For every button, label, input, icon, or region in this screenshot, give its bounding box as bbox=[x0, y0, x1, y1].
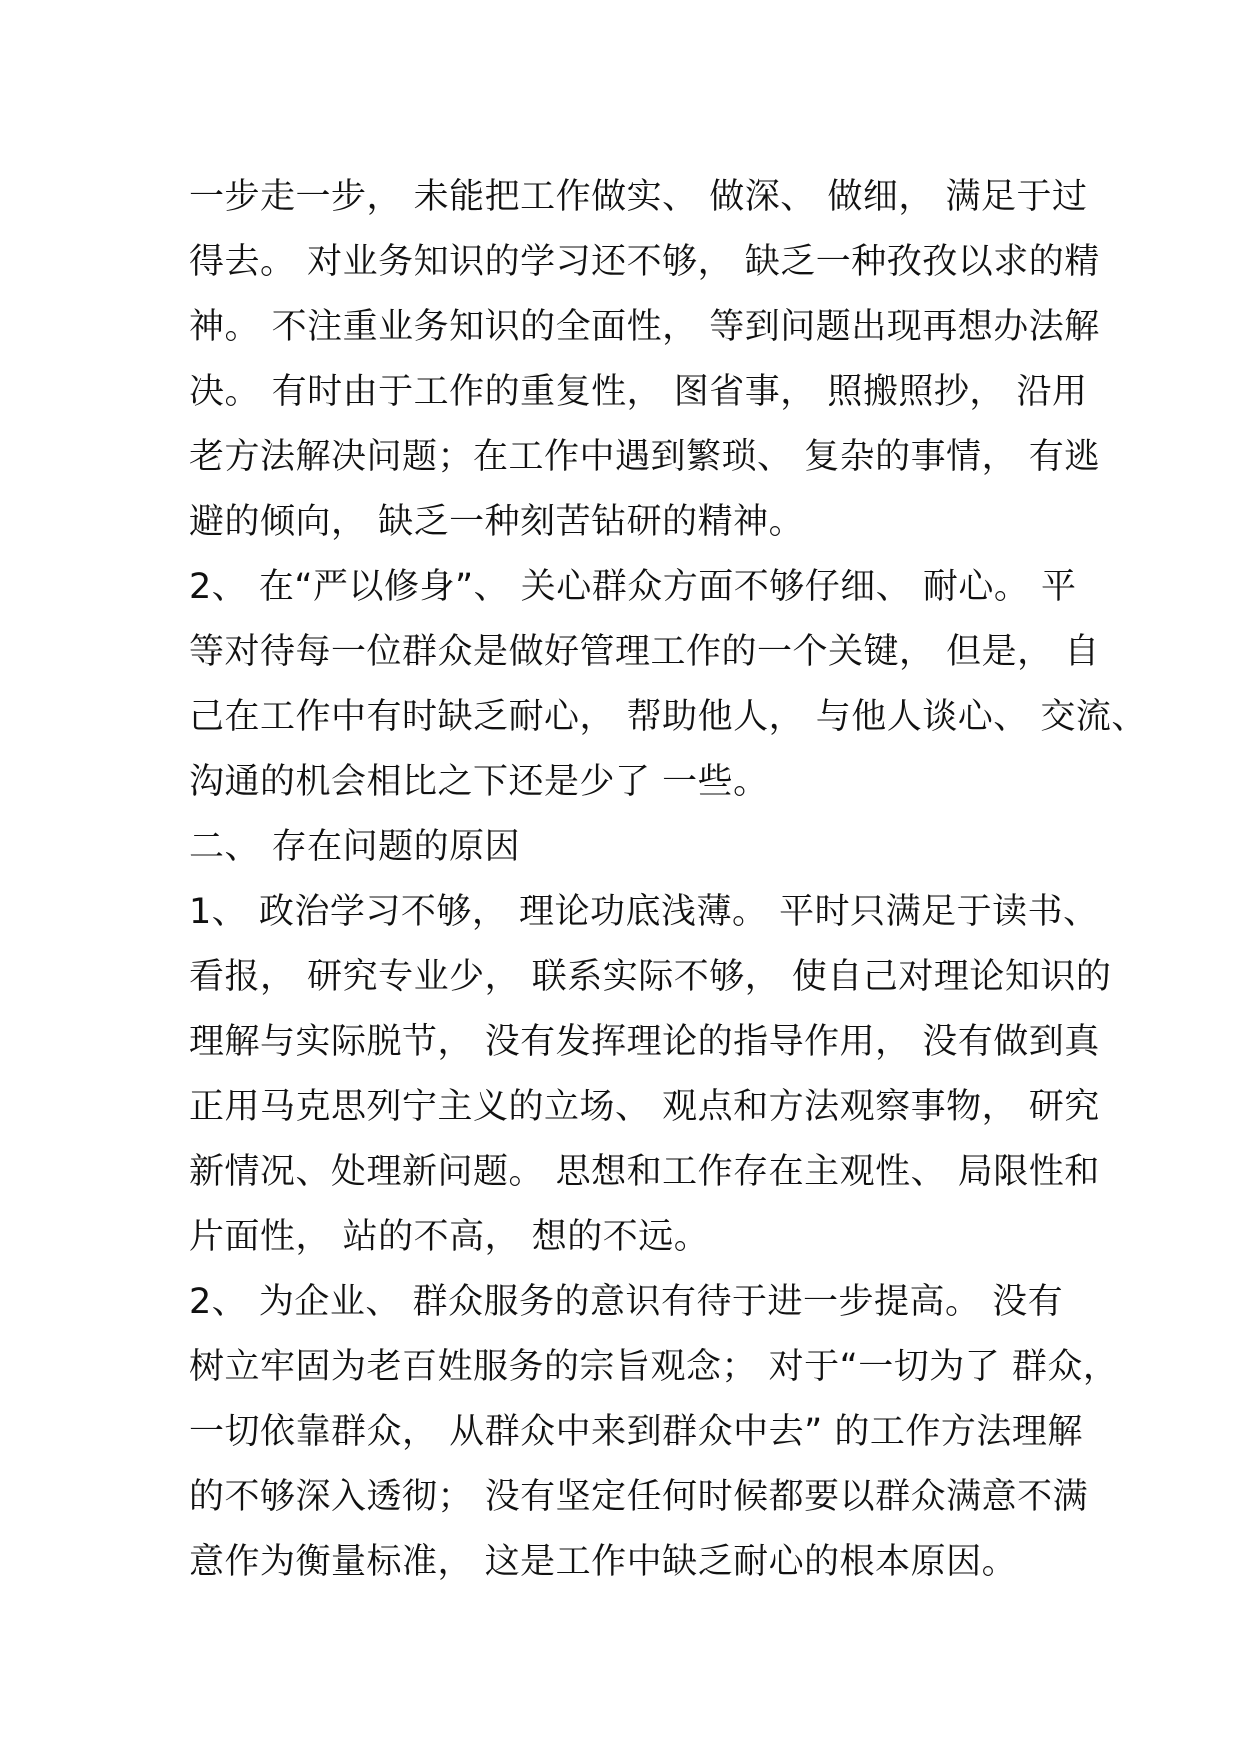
body-text bbox=[189, 165, 1147, 1595]
text-line: 2、 在“严以修身”、 关心群众方面不够仔细、 耐心。 平 bbox=[189, 567, 1077, 607]
text-line: 神。 不注重业务知识的全面性， 等到问题出现再想办法解 bbox=[189, 307, 1100, 347]
section-heading: 二、 存在问题的原因 bbox=[189, 827, 521, 867]
text-line: 老方法解决问题；在工作中遇到繁琐、 复杂的事情， 有逃 bbox=[189, 437, 1100, 477]
text-line: 一步走一步， 未能把工作做实、 做深、 做细， 满足于过 bbox=[189, 177, 1088, 217]
text-line: 决。 有时由于工作的重复性， 图省事， 照搬照抄， 沿用 bbox=[189, 372, 1088, 412]
text-line: 片面性， 站的不高， 想的不远。 bbox=[189, 1217, 710, 1257]
text-line: 2、 为企业、 群众服务的意识有待于进一步提高。 没有 bbox=[189, 1282, 1064, 1322]
text-line: 意作为衡量标准， 这是工作中缺乏耐心的根本原因。 bbox=[189, 1542, 1018, 1582]
text-line: 避的倾向， 缺乏一种刻苦钻研的精神。 bbox=[189, 502, 805, 542]
text-line: 一切依靠群众， 从群众中来到群众中去” 的工作方法理解 bbox=[189, 1412, 1083, 1452]
text-line: 沟通的机会相比之下还是少了 一些。 bbox=[189, 762, 769, 802]
text-line: 看报， 研究专业少， 联系实际不够， 使自己对理论知识的 bbox=[189, 957, 1112, 997]
text-line: 等对待每一位群众是做好管理工作的一个关键， 但是， 自 bbox=[189, 632, 1100, 672]
text-line: 正用马克思列宁主义的立场、 观点和方法观察事物， 研究 bbox=[189, 1087, 1100, 1127]
text-line: 1、 政治学习不够， 理论功底浅薄。 平时只满足于读书、 bbox=[189, 892, 1099, 932]
text-line: 己在工作中有时缺乏耐心， 帮助他人， 与他人谈心、 交流、 bbox=[189, 697, 1147, 737]
text-line: 理解与实际脱节， 没有发挥理论的指导作用， 没有做到真 bbox=[189, 1022, 1100, 1062]
text-line: 的不够深入透彻； 没有坚定任何时候都要以群众满意不满 bbox=[189, 1477, 1089, 1517]
text-line: 新情况、处理新问题。 思想和工作存在主观性、 局限性和 bbox=[189, 1152, 1100, 1192]
text-line: 得去。 对业务知识的学习还不够， 缺乏一种孜孜以求的精 bbox=[189, 242, 1100, 282]
text-line: 树立牢固为老百姓服务的宗旨观念； 对于“一切为了 群众， bbox=[189, 1347, 1119, 1387]
